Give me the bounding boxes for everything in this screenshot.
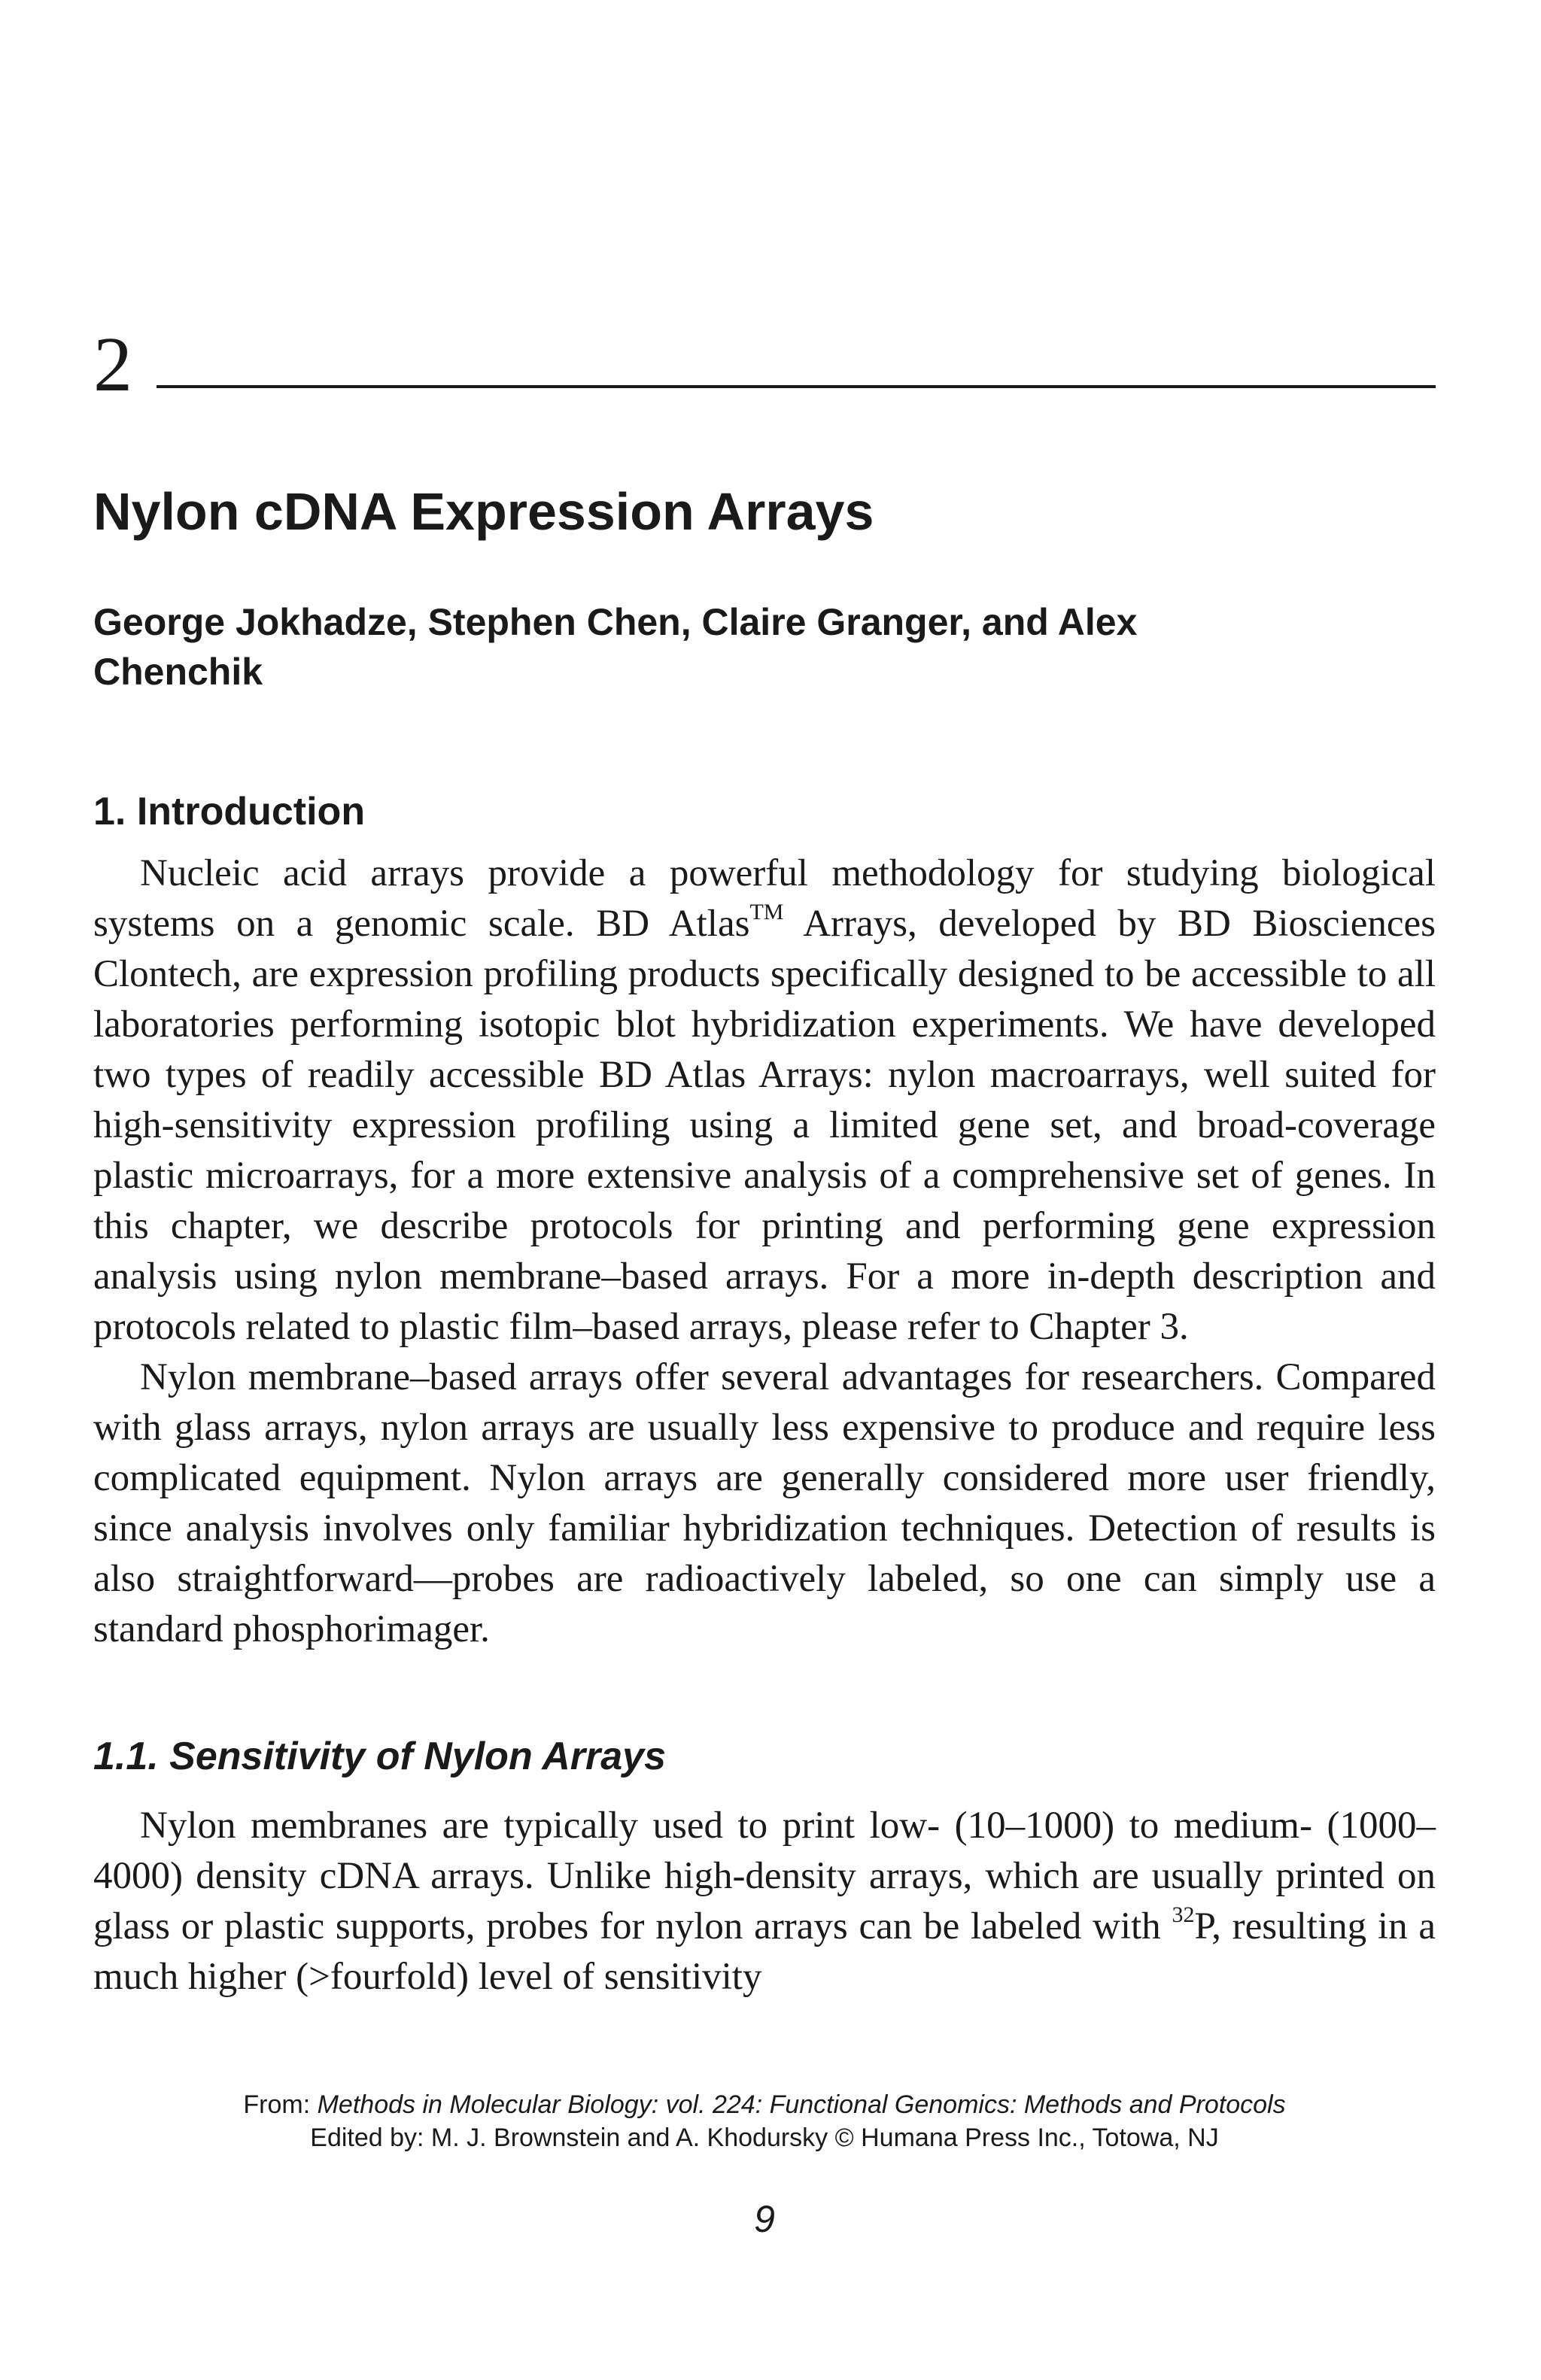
chapter-header <box>93 323 1436 406</box>
footer-source-title: Methods in Molecular Biology: vol. 224: Functional Genomics: Methods and Protocols <box>317 2090 1286 2119</box>
footer-edited-line: Edited by: M. J. Brownstein and A. Khodursky © Humana Press Inc., Totowa, NJ <box>310 2123 1219 2152</box>
isotope-superscript: 32 <box>1172 1902 1195 1927</box>
introduction-body <box>93 848 1436 1655</box>
sensitivity-paragraph-1 <box>93 1801 1436 2002</box>
section-heading-introduction: 1. Introduction <box>93 790 366 833</box>
paragraph-text: Nylon membranes are typically used to print low- (10–1000) to medium- (1000–4000) density cDNA arrays. Unlike high-density arrays, which are usually printed on glass or plastic supports, probes for nylon arrays can be labeled with <box>93 1805 1436 1947</box>
paragraph-text: Arrays, developed by BD Biosciences Clontech, are expression profiling products specifically designed to be accessible to all laboratories performing isotopic blot hybridization experiments. We have developed two types of readily accessible BD Atlas Arrays: nylon macroarrays, well suited for high-sensitivity expression profiling using a limited gene set, and broad-coverage plastic microarrays, for a more extensive analysis of a comprehensive set of genes. In this chapter, we describe protocols for printing and performing gene expression analysis using nylon membrane–based arrays. For a more in-depth description and protocols related to plastic film–based arrays, please refer to Chapter 3. <box>93 903 1436 1348</box>
sensitivity-body <box>93 1801 1436 2002</box>
subsection-heading-sensitivity: 1.1. Sensitivity of Nylon Arrays <box>93 1735 667 1778</box>
chapter-rule <box>157 385 1436 388</box>
trademark-mark: TM <box>749 900 784 924</box>
chapter-title: Nylon cDNA Expression Arrays <box>93 482 874 541</box>
introduction-paragraph-1 <box>93 848 1436 1352</box>
chapter-authors: George Jokhadze, Stephen Chen, Claire Granger, and Alex Chenchik <box>93 601 1138 693</box>
source-footer <box>93 2088 1436 2154</box>
page-number: 9 <box>754 2198 775 2240</box>
paragraph-text: Nucleic acid arrays provide a powerful methodology for studying biological systems on a genomic scale. BD Atlas <box>93 852 1436 945</box>
introduction-paragraph-2: Nylon membrane–based arrays offer several advantages for researchers. Compared with glass arrays, nylon arrays are usually less expensive to produce and require less complicated equipment. Nylon arrays are generally considered more user friendly, since analysis involves only familiar hybridization techniques. Detection of results is also straightforward—probes are radioactively labeled, so one can simply use a standard phosphorimager. <box>93 1356 1436 1650</box>
footer-source-line <box>93 2088 1436 2121</box>
chapter-number: 2 <box>93 321 132 408</box>
paragraph-text: P, resulting in a much higher (>fourfold) level of sensitivity <box>93 1905 1436 1998</box>
footer-from-label: From: <box>243 2090 318 2119</box>
